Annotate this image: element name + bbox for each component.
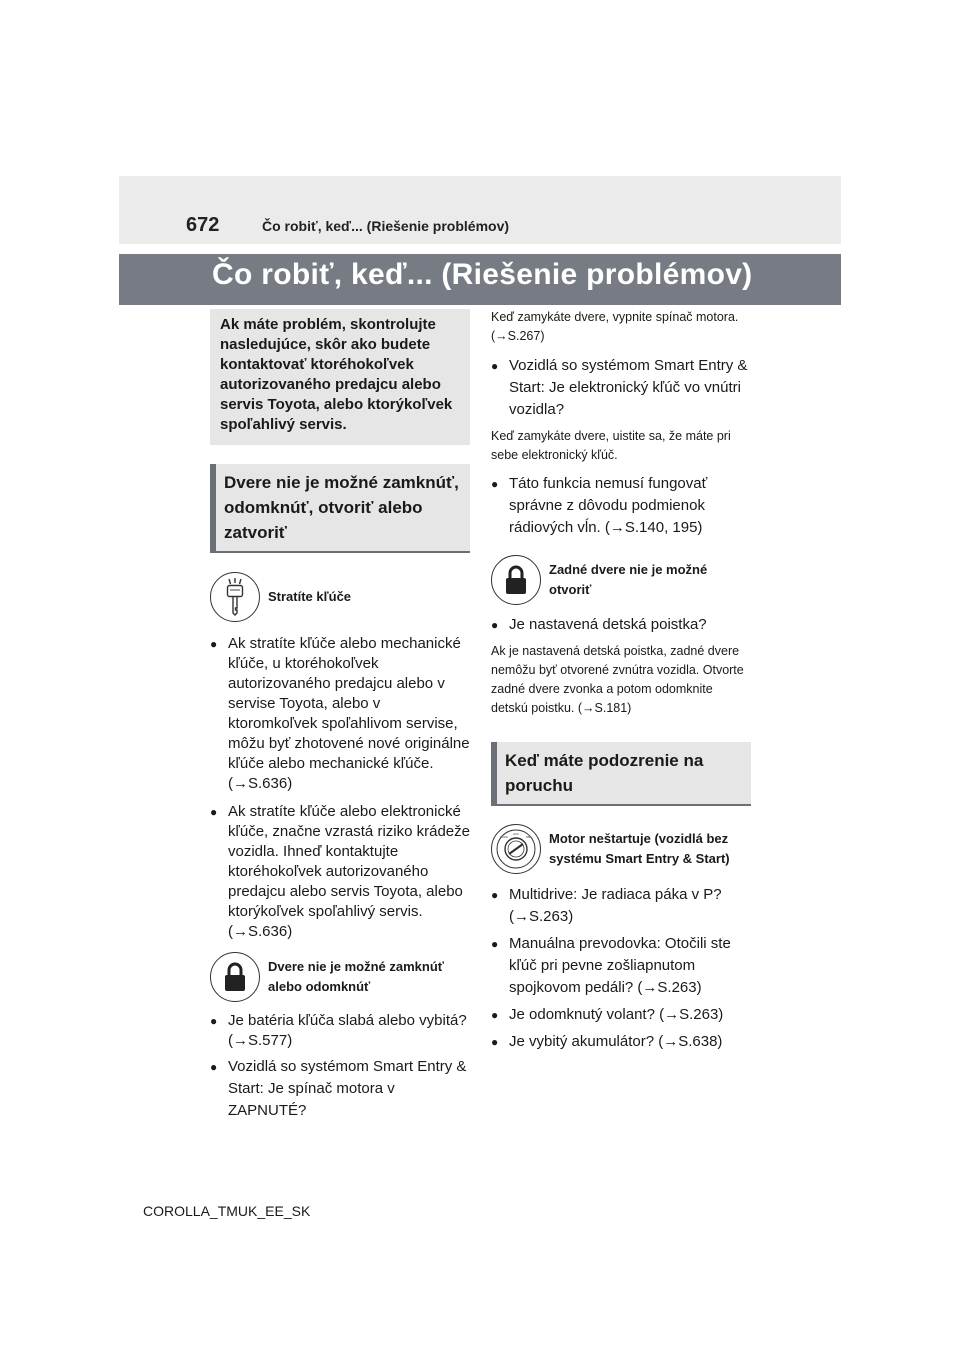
- padlock-icon: [491, 555, 541, 605]
- section-heading-malfunction: Keď máte podozrenie na poruchu: [491, 742, 751, 806]
- page-number: 672: [186, 214, 220, 236]
- bullet-icon: ●: [491, 359, 499, 373]
- list-item-text: Ak stratíte kľúče alebo mechanické kľúče, u ktoréhokoľvek autorizovaného predajcu alebo v servise Toyota, alebo v ktoromkoľvek spoľahlivom servise, môžu byť zhotovené nové originálne kľúče alebo mechanické kľúče. (→S.636): [228, 635, 470, 792]
- key-icon: [210, 572, 260, 622]
- intro-box: Ak máte problém, skontrolujte nasledujúce, skôr ako budete kontaktovať ktoréhokoľvek autorizovaného predajcu alebo servis Toyota, alebo ktorýkoľvek spoľahlivý servis.: [210, 309, 470, 445]
- bullet-icon: ●: [491, 888, 499, 902]
- list-item: [210, 802, 470, 942]
- subheading-rear-door-label: Zadné dvere nie je možné otvoriť: [549, 562, 708, 597]
- bullet-icon: ●: [210, 1014, 218, 1028]
- page-title: Čo robiť, keď... (Riešenie problémov): [212, 258, 753, 291]
- bullet-icon: ●: [491, 477, 499, 491]
- right-column: [491, 308, 751, 1053]
- running-header: Čo robiť, keď... (Riešenie problémov): [262, 218, 510, 234]
- list-item: [491, 473, 751, 539]
- padlock-icon: [210, 952, 260, 1002]
- subheading-cannot-lock-label: Dvere nie je možné zamknúť alebo odomknúť: [268, 959, 445, 994]
- list-item-text: Multidrive: Je radiaca páka v P? (→S.263): [509, 886, 722, 925]
- svg-text:LOCK: LOCK: [500, 835, 508, 839]
- bullet-icon: ●: [210, 1060, 218, 1074]
- list-item: [491, 933, 751, 999]
- left-column: [210, 309, 470, 1122]
- note-child-lock: Ak je nastavená detská poistka, zadné dvere nemôžu byť otvorené zvnútra vozidla. Otvorte zadné dvere zvonka a potom odomknite detskú poistku. (→S.181): [491, 644, 744, 715]
- subheading-engine: [491, 824, 751, 874]
- list-item-text: Manuálna prevodovka: Otočili ste kľúč pri pevne zošliapnutom spojkovom pedáli? (→S.263): [509, 935, 731, 996]
- list-item-text: Ak stratíte kľúče alebo elektronické kľúče, značne vzrastá riziko krádeže vozidla. Ihneď kontaktujte ktoréhokoľvek autorizovaného predajcu alebo servis Toyota, alebo ktorýkoľvek spoľahlivý servis. (→S.636): [228, 803, 470, 940]
- subheading-lost-keys: [210, 572, 470, 622]
- bullet-icon: ●: [491, 1008, 499, 1022]
- list-item-text: Je vybitý akumulátor? (→S.638): [509, 1033, 723, 1050]
- list-item: [491, 1031, 751, 1053]
- ignition-switch-icon: [491, 824, 541, 874]
- list-item-text: Je batéria kľúča slabá alebo vybitá? (→S.577): [228, 1012, 467, 1049]
- list-item: [210, 1056, 470, 1122]
- list-item: [491, 614, 751, 636]
- bullet-icon: ●: [210, 805, 218, 819]
- subheading-rear-door: [491, 555, 751, 605]
- list-item-text: Je nastavená detská poistka?: [509, 616, 707, 633]
- list-item: [491, 884, 751, 928]
- subheading-engine-label: Motor neštartuje (vozidlá bez systému Smart Entry & Start): [549, 831, 730, 866]
- bullet-icon: ●: [210, 637, 218, 651]
- list-item-text: Vozidlá so systémom Smart Entry & Start: Je spínač motora v ZAPNUTÉ?: [228, 1058, 467, 1119]
- bullet-icon: ●: [491, 1035, 499, 1049]
- list-item: [210, 1011, 470, 1051]
- bullet-icon: ●: [491, 618, 499, 632]
- list-item-text: Táto funkcia nemusí fungovať správne z dôvodu podmienok rádiových vĺn. (→S.140, 195): [509, 475, 708, 536]
- list-item-text: Je odomknutý volant? (→S.263): [509, 1006, 724, 1023]
- section-heading-doors: Dvere nie je možné zamknúť, odomknúť, otvoriť alebo zatvoriť: [210, 464, 470, 553]
- footer-code: COROLLA_TMUK_EE_SK: [143, 1203, 311, 1219]
- list-item: [491, 355, 751, 421]
- svg-text:ON: ON: [525, 835, 531, 839]
- subheading-cannot-lock: [210, 952, 470, 1002]
- list-item: [210, 634, 470, 794]
- subheading-lost-keys-label: Stratíte kľúče: [268, 589, 352, 604]
- bullet-icon: ●: [491, 937, 499, 951]
- svg-text:ACC: ACC: [512, 832, 520, 836]
- note-engine-switch: Keď zamykáte dvere, vypnite spínač motora. (→S.267): [491, 310, 739, 343]
- list-item: [491, 1004, 751, 1026]
- note-electronic-key: Keď zamykáte dvere, uistite sa, že máte pri sebe elektronický kľúč.: [491, 429, 731, 462]
- list-item-text: Vozidlá so systémom Smart Entry & Start: Je elektronický kľúč vo vnútri vozidla?: [509, 357, 748, 418]
